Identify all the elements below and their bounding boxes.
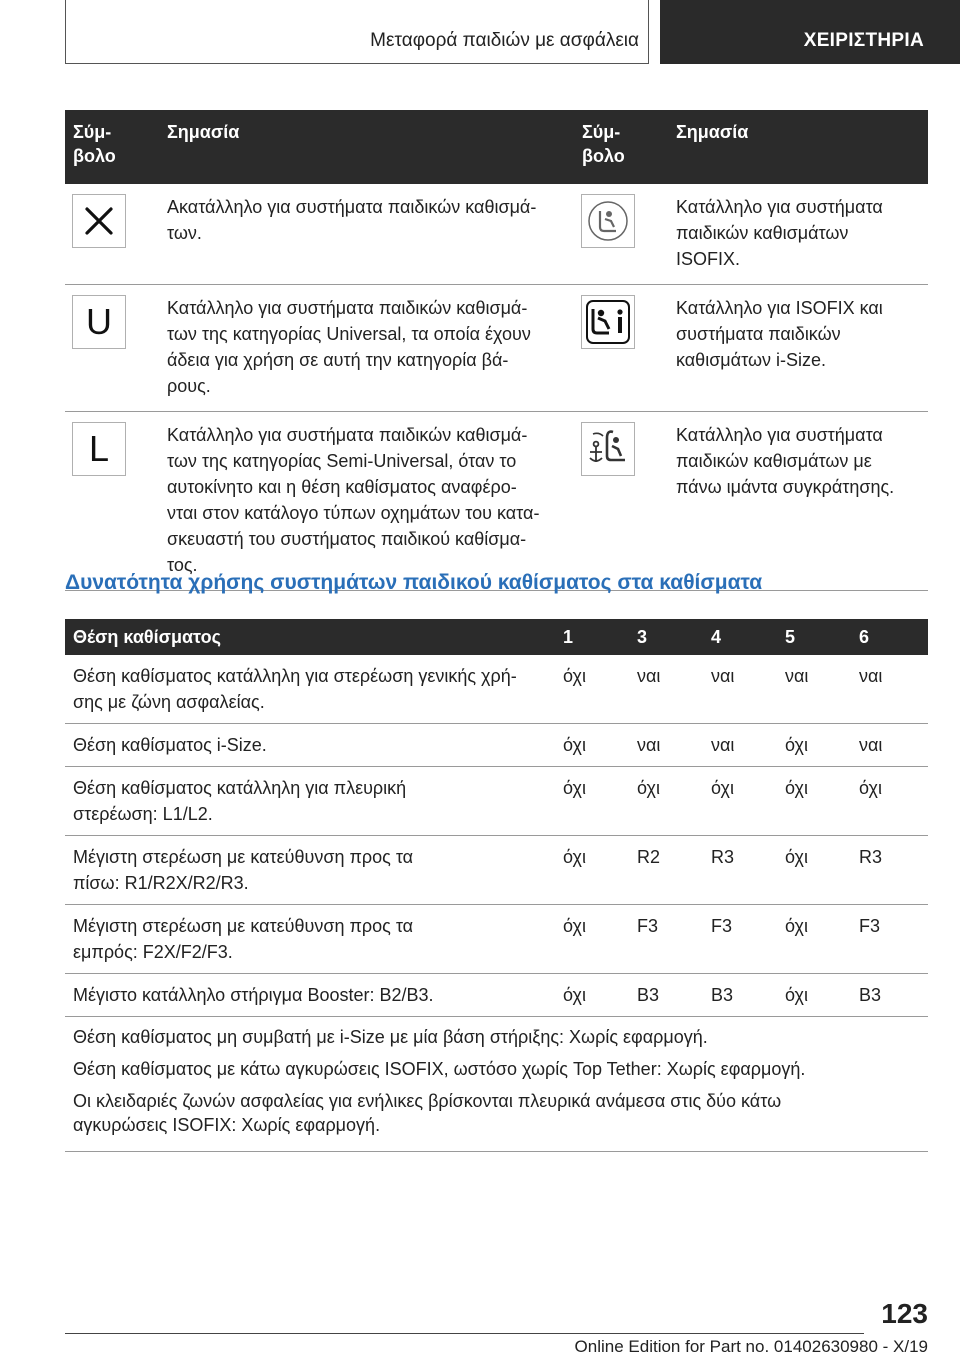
cell-value: ναι	[629, 655, 703, 724]
cell-value: όχι	[555, 655, 629, 724]
row-label: Θέση καθίσματος κατάλληλη για πλευρική στερέωση: L1/L2.	[65, 767, 555, 836]
cell-value: F3	[851, 905, 928, 974]
header-seat-4: 4	[703, 619, 777, 655]
isofix-seat-icon	[581, 194, 635, 248]
cell-value: B3	[851, 974, 928, 1017]
cell-value: όχι	[777, 767, 851, 836]
cross-icon	[72, 194, 126, 248]
top-tether-seat-icon	[581, 422, 635, 476]
universal-letter-icon: U	[72, 295, 126, 349]
cell-value: όχι	[555, 836, 629, 905]
row-label: Θέση καθίσματος κατάλληλη για στερέωση γενικής χρή- σης με ζώνη ασφαλείας.	[65, 655, 555, 724]
section-heading: Δυνατότητα χρήσης συστημάτων παιδικού καθίσματος στα καθίσματα	[65, 571, 763, 594]
cell-value: F3	[703, 905, 777, 974]
cell-value: ναι	[703, 655, 777, 724]
symbol-cell	[574, 285, 668, 412]
cell-value: όχι	[629, 767, 703, 836]
meaning-cell: Κατάλληλο για συστήματα παιδικών καθισμά- των της κατηγορίας Universal, τα οποία έχουν άδεια για χρήση σε αυτή την κατηγορία βά- ρους.	[159, 285, 574, 412]
header-seat-6: 6	[851, 619, 928, 655]
row-label: Μέγιστη στερέωση με κατεύθυνση προς τα πίσω: R1/R2X/R2/R3.	[65, 836, 555, 905]
meaning-cell: Ακατάλληλο για συστήματα παιδικών καθισμά- των.	[159, 184, 574, 285]
header-seat-1: 1	[555, 619, 629, 655]
meaning-cell: Κατάλληλο για συστήματα παιδικών καθισμά- των της κατηγορίας Semi-Universal, όταν το αυτοκίνητο και η θέση καθίσματος αναφέρο- νται στον κατάλογο τύπων οχημάτων του κατα- σκευαστή του συστήματος παιδικού καθίσμα- τος.	[159, 412, 574, 591]
section-tab[interactable]	[660, 0, 960, 64]
cell-value: ναι	[851, 655, 928, 724]
symbol-cell	[65, 184, 159, 285]
table-row	[65, 905, 928, 974]
symbol-table-header	[65, 110, 928, 184]
meaning-cell: Κατάλληλο για ISOFIX και συστήματα παιδικών καθισμάτων i-Size.	[668, 285, 928, 412]
table-row	[65, 655, 928, 724]
meaning-cell: Κατάλληλο για συστήματα παιδικών καθισμάτων ISOFIX.	[668, 184, 928, 285]
cell-value: B3	[703, 974, 777, 1017]
cell-value: ναι	[851, 724, 928, 767]
symbol-legend-table	[65, 110, 928, 591]
page-number: 123	[881, 1298, 928, 1329]
note-text: Θέση καθίσματος μη συμβατή με i-Size με μία βάση στήριξης: Χωρίς εφαρμογή.	[73, 1027, 708, 1047]
table-notes-row	[65, 1017, 928, 1152]
header-seat-5: 5	[777, 619, 851, 655]
note-text: Θέση καθίσματος με κάτω αγκυρώσεις ISOFIX, ωστόσο χωρίς Top Tether: Χωρίς εφαρμογή.	[73, 1059, 806, 1079]
cell-value: ναι	[629, 724, 703, 767]
table-row	[65, 974, 928, 1017]
cell-value: όχι	[555, 974, 629, 1017]
table-row	[65, 184, 928, 285]
header-meaning: Σημασία	[159, 110, 574, 184]
chapter-title: Μεταφορά παιδιών με ασφάλεια	[370, 30, 639, 51]
table-row	[65, 724, 928, 767]
i-size-seat-icon	[581, 295, 635, 349]
table-row	[65, 836, 928, 905]
cell-value: όχι	[555, 767, 629, 836]
cell-value: ναι	[703, 724, 777, 767]
header-seat-position: Θέση καθίσματος	[65, 619, 555, 655]
seat-position-table	[65, 619, 928, 1152]
header-symbol: Σύμ- βολο	[65, 110, 159, 184]
notes-cell	[65, 1017, 928, 1152]
table-row	[65, 412, 928, 591]
header-symbol: Σύμ- βολο	[574, 110, 668, 184]
cell-value: όχι	[703, 767, 777, 836]
meaning-cell: Κατάλληλο για συστήματα παιδικών καθισμάτων με πάνω ιμάντα συγκράτησης.	[668, 412, 928, 591]
cell-value: όχι	[555, 724, 629, 767]
cell-value: όχι	[777, 836, 851, 905]
footer-divider	[65, 1333, 864, 1334]
cell-value: όχι	[555, 905, 629, 974]
cell-value: F3	[629, 905, 703, 974]
header-seat-3: 3	[629, 619, 703, 655]
position-table-header	[65, 619, 928, 655]
cell-value: R3	[851, 836, 928, 905]
cell-value: R2	[629, 836, 703, 905]
header-meaning: Σημασία	[668, 110, 928, 184]
row-label: Θέση καθίσματος i-Size.	[65, 724, 555, 767]
cell-value: όχι	[777, 974, 851, 1017]
symbol-cell	[574, 412, 668, 591]
cell-value: B3	[629, 974, 703, 1017]
cell-value: όχι	[777, 724, 851, 767]
cell-value: R3	[703, 836, 777, 905]
table-row	[65, 285, 928, 412]
semi-universal-letter-icon: L	[72, 422, 126, 476]
symbol-cell	[574, 184, 668, 285]
cell-value: ναι	[777, 655, 851, 724]
symbol-cell	[65, 285, 159, 412]
row-label: Μέγιστο κατάλληλο στήριγμα Booster: B2/B3.	[65, 974, 555, 1017]
edition-text: Online Edition for Part no. 01402630980 - X/19	[574, 1337, 928, 1356]
cell-value: όχι	[777, 905, 851, 974]
table-row	[65, 767, 928, 836]
section-tab-label: ΧΕΙΡΙΣΤΗΡΙΑ	[803, 30, 924, 51]
row-label: Μέγιστη στερέωση με κατεύθυνση προς τα εμπρός: F2X/F2/F3.	[65, 905, 555, 974]
symbol-cell	[65, 412, 159, 591]
cell-value: όχι	[851, 767, 928, 836]
note-text: Οι κλειδαριές ζωνών ασφαλείας για ενήλικες βρίσκονται πλευρικά ανάμεσα στις δύο κάτω αγκυρώσεις ISOFIX: Χωρίς εφαρμογή.	[73, 1091, 782, 1135]
